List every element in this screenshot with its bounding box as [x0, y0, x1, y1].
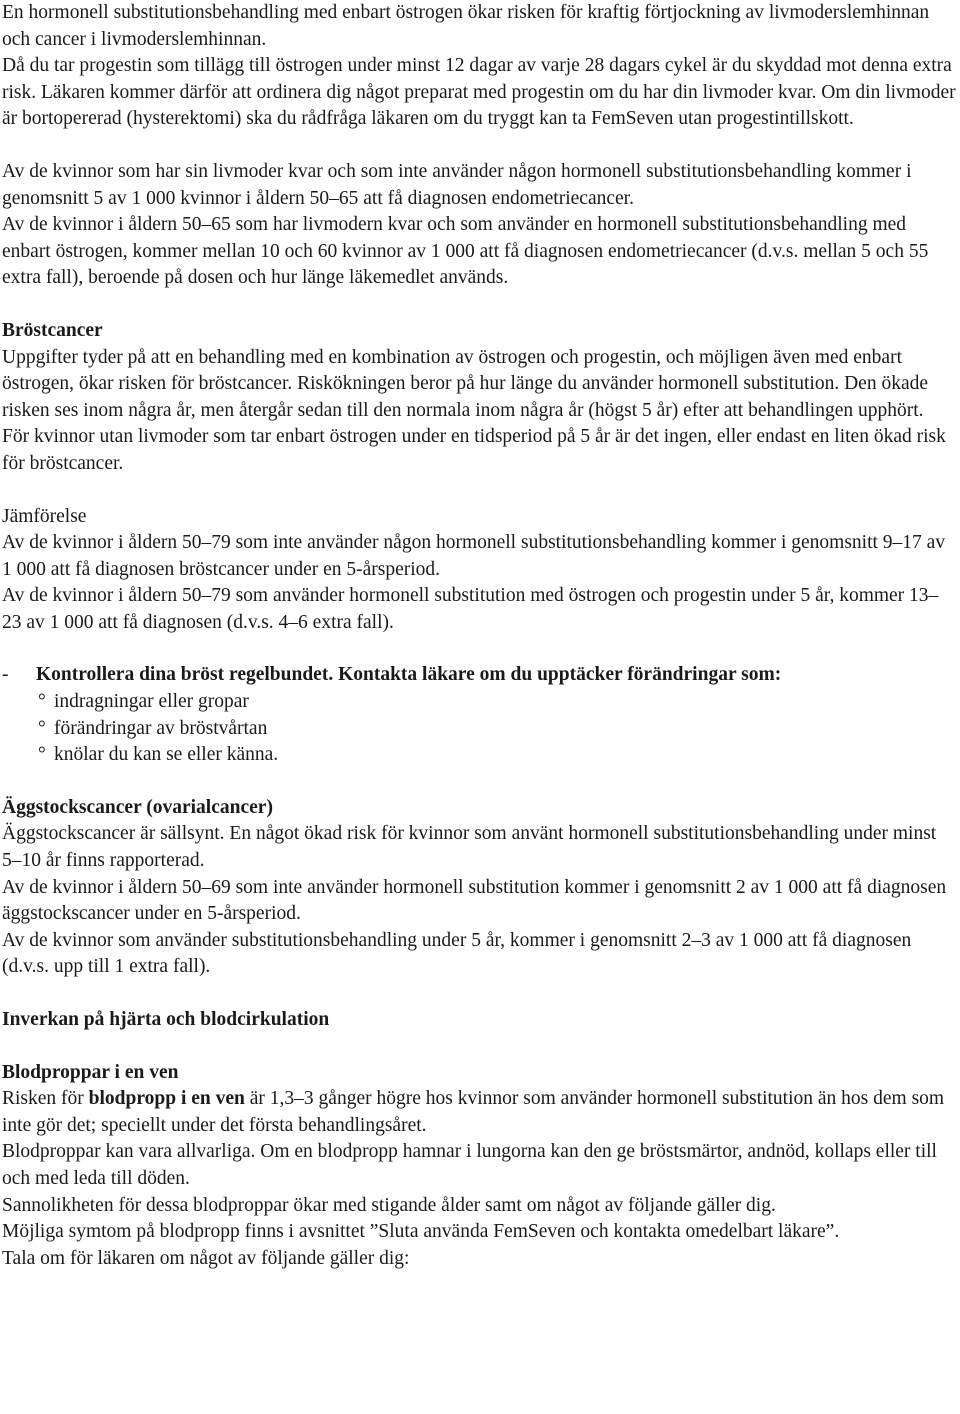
heading-venous-clots: Blodproppar i en ven — [2, 1061, 179, 1083]
paragraph-ovarian-baseline: Av de kvinnor i åldern 50–69 som inte använder hormonell substitution kommer i genomsnitt 2 av 1 000 att få diagnosen äggstockscancer under en 5-årsperiod. — [2, 876, 947, 925]
dash-marker: - — [2, 664, 9, 686]
paragraph-clot-probability: Sannolikheten för dessa blodproppar ökar med stigande ålder samt om något av följande gäller dig. — [2, 1194, 776, 1216]
list-item: ° förändringar av bröstvårtan — [2, 716, 957, 743]
paragraph-progestin-protection: Då du tar progestin som tillägg till östrogen under minst 12 dagar av varje 28 dagars cykel är du skyddad mot denna extra risk. Läkaren kommer därför att ordinera dig något preparat med progestin om du har din livmoder kvar. Om din livmoder är bortopererad (hysterektomi) ska du rådfråga läkaren om du tryggt kan ta FemSeven utan progestintillskott. — [2, 55, 956, 130]
paragraph-estrogen-risk: En hormonell substitutionsbehandling med enbart östrogen ökar risken för kraftig förtjockning av livmoderslemhinnan och cancer i livmoderslemhinnan. — [2, 2, 930, 50]
paragraph-ovarian-rare: Äggstockscancer är sällsynt. En något ökad risk för kvinnor som använt hormonell substitutionsbehandling under minst 5–10 år finns rapporterad. — [2, 823, 937, 872]
paragraph-endometrial-baseline: Av de kvinnor som har sin livmoder kvar och som inte använder någon hormonell substitutionsbehandling kommer i genomsnitt 5 av 1 000 kvinnor i åldern 50–65 att få diagnosen endometriecancer. — [2, 160, 912, 209]
paragraph-endometrial-estrogen: Av de kvinnor i åldern 50–65 som har livmodern kvar och som använder en hormonell substitutionsbehandling med enbart östrogen, kommer mellan 10 och 60 kvinnor av 1 000 att få diagnosen endometriecancer (d.v.s. mellan 5 och 55 extra fall), beroende på dosen och hur länge läkemedlet används. — [2, 214, 929, 289]
heading-comparison: Jämförelse — [2, 505, 87, 527]
list-item: ° indragningar eller gropar — [2, 689, 957, 716]
paragraph-comparison-hrt: Av de kvinnor i åldern 50–79 som använder hormonell substitution med östrogen och progestin under 5 år, kommer 13–23 av 1 000 att få diagnosen (d.v.s. 4–6 extra fall). — [2, 585, 939, 633]
list-item: ° knölar du kan se eller känna. — [2, 742, 957, 769]
breast-check-list — [2, 689, 957, 769]
paragraph-tell-doctor: Tala om för läkaren om något av följande gäller dig: — [2, 1247, 410, 1269]
paragraph-breast-no-uterus: För kvinnor utan livmoder som tar enbart östrogen under en tidsperiod på 5 år är det ingen, eller endast en liten ökad risk för bröstcancer. — [2, 426, 946, 474]
heading-heart-circulation: Inverkan på hjärta och blodcirkulation — [2, 1009, 330, 1030]
paragraph-comparison-baseline: Av de kvinnor i åldern 50–79 som inte använder någon hormonell substitutionsbehandling kommer i genomsnitt 9–17 av 1 000 att få diagnosen bröstcancer under en 5-årsperiod. — [2, 532, 946, 580]
breast-check-instruction — [2, 662, 957, 689]
paragraph-clot-risk: Risken för blodpropp i en ven är 1,3–3 gånger högre hos kvinnor som använder hormonell substitution än hos dem som inte gör det; speciellt under det första behandlingsåret. — [2, 1088, 945, 1136]
ring-bullet: ° — [38, 744, 46, 766]
paragraph-clot-symptoms: Möjliga symtom på blodpropp finns i avsnittet ”Sluta använda FemSeven och kontakta omedelbart läkare”. — [2, 1221, 840, 1243]
breast-check-text: Kontrollera dina bröst regelbundet. Kontakta läkare om du upptäcker förändringar som: — [36, 664, 782, 686]
paragraph-clot-serious: Blodproppar kan vara allvarliga. Om en blodpropp hamnar i lungorna kan den ge bröstsmärtor, andnöd, kollaps eller till och med leda till döden. — [2, 1141, 937, 1189]
ring-bullet: ° — [38, 717, 46, 739]
ring-bullet: ° — [38, 691, 46, 713]
paragraph-ovarian-hrt: Av de kvinnor som använder substitutionsbehandling under 5 år, kommer i genomsnitt 2–3 av 1 000 att få diagnosen (d.v.s. upp till 1 extra fall). — [2, 929, 912, 978]
paragraph-breast-risk: Uppgifter tyder på att en behandling med en kombination av östrogen och progestin, och möjligen även med enbart östrogen, ökar risken för bröstcancer. Riskökningen beror på hur länge du använder hormonell substitution. Den ökade risken ses inom några år, men återgår sedan till den normala inom några år (högst 5 år) efter att behandlingen upphört. — [2, 346, 929, 421]
heading-ovarian-cancer: Äggstockscancer (ovarialcancer) — [2, 796, 273, 818]
heading-breast-cancer: Bröstcancer — [2, 319, 103, 341]
